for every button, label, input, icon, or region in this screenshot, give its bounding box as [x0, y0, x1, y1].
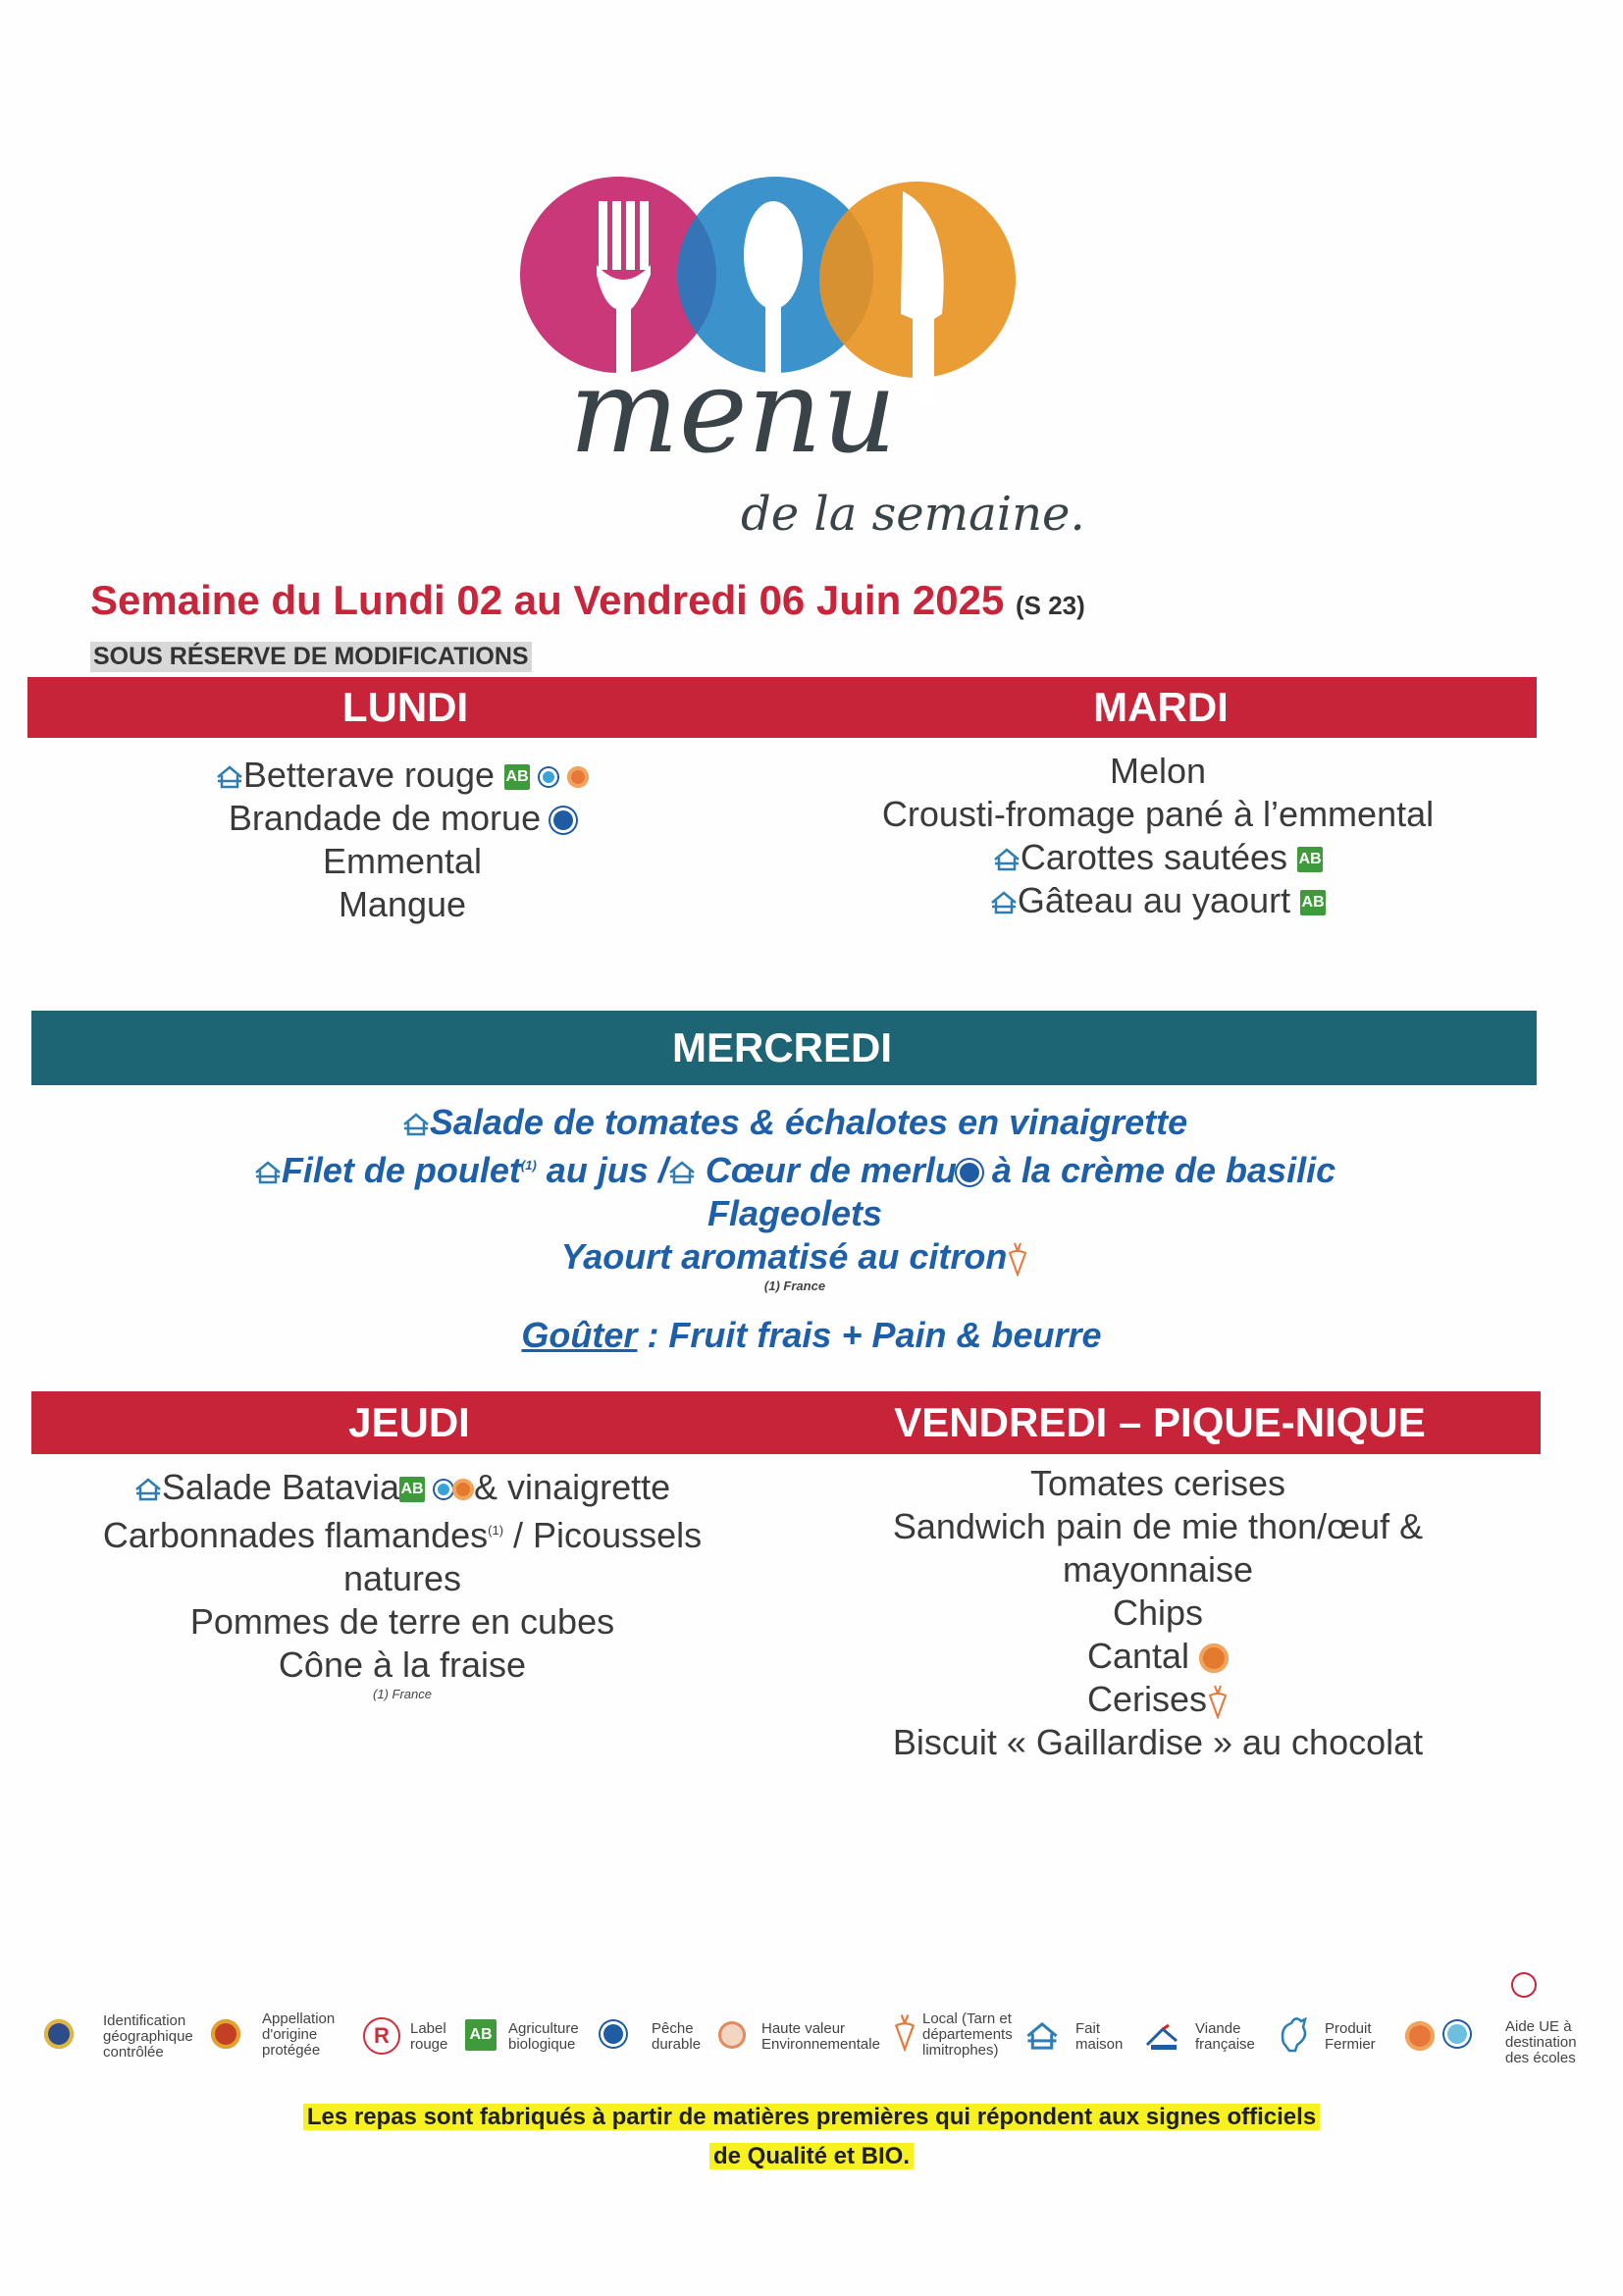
legend	[39, 1972, 1609, 2100]
bar-lundi-mardi	[27, 677, 1537, 738]
peche-durable-icon	[550, 808, 576, 833]
jeudi-menu	[49, 1466, 756, 1702]
menu-logo	[510, 147, 1109, 559]
list-item: Salade de tomates & échalotes en vinaigrette	[59, 1101, 1531, 1144]
lait-ecole-icon	[1444, 2021, 1470, 2047]
footnote-france: (1) France	[373, 1687, 432, 1701]
reserve-notice: SOUS RÉSERVE DE MODIFICATIONS	[90, 642, 532, 672]
list-item: Cône à la fraise	[278, 1644, 527, 1685]
local-icon	[452, 1479, 474, 1500]
list-item: Carottes sautées AB	[854, 836, 1462, 879]
list-item: Yaourt aromatisé au citron	[59, 1235, 1531, 1278]
list-item: Pommes de terre en cubes	[189, 1601, 615, 1642]
peche-durable-icon	[601, 2021, 626, 2047]
list-item: Mangue	[338, 884, 467, 924]
list-item: Tomates cerises	[1029, 1463, 1286, 1503]
aop-icon	[1199, 1644, 1229, 1673]
list-item: Carbonnades flamandes$^{(1)}$ / Picoussels	[102, 1515, 703, 1555]
agriculture-bio-icon: AB	[504, 764, 530, 790]
agriculture-bio-icon: AB	[465, 2019, 497, 2051]
fait-maison-icon	[134, 1476, 162, 1503]
list-item: Filet de poulet$^{(1)}$ au jus / Cœur de merlu à la crème de basilic	[59, 1144, 1531, 1192]
legend-local: Local (Tarn et départements limitrophes)	[922, 2010, 1013, 2059]
legend-fermier: Produit Fermier	[1325, 2020, 1376, 2053]
bar-mercredi	[31, 1011, 1537, 1085]
produit-fermier-icon	[1276, 2013, 1313, 2053]
aide-ue-icon	[435, 1481, 452, 1498]
list-item: natures	[342, 1558, 462, 1598]
list-item: Betterave rouge AB	[137, 754, 667, 797]
agriculture-bio-icon: AB	[1297, 847, 1323, 872]
legend-aide-ue: Aide UE à destination des écoles	[1505, 2018, 1577, 2066]
gouter-label: Goûter	[521, 1315, 638, 1355]
logo-word: menu	[569, 343, 897, 479]
legend-peche: Pêche durable	[652, 2020, 702, 2053]
list-item: Flageolets	[707, 1193, 883, 1233]
day-label-lundi: LUNDI	[341, 684, 469, 730]
local-icon	[567, 766, 589, 788]
title-text: Semaine du Lundi 02 au Vendredi 06 Juin 2025	[90, 577, 1005, 623]
carrot-local-icon	[893, 2009, 916, 2055]
label-rouge-icon: R	[363, 2017, 400, 2055]
list-item: Cantal	[844, 1635, 1472, 1678]
igp-icon	[44, 2019, 74, 2049]
list-item: Gâteau au yaourt AB	[854, 879, 1462, 922]
day-label-mardi: MARDI	[1093, 684, 1229, 730]
legend-aop: Appellation d'origine protégée	[262, 2010, 336, 2059]
eu-school-icon	[1511, 1972, 1537, 1998]
logo-subtitle: de la semaine.	[741, 487, 1085, 542]
fait-maison-icon	[990, 889, 1018, 916]
legend-igp: Identification géographique contrôlée	[103, 2012, 193, 2061]
list-item: Chips	[1112, 1592, 1204, 1633]
quality-notice-line1: Les repas sont fabriqués à partir de matières premières qui répondent aux signes officiels	[303, 2104, 1320, 2130]
carrot-local-icon	[1007, 1241, 1028, 1277]
list-item: Cerises	[844, 1678, 1472, 1721]
legend-fait-maison: Fait maison	[1075, 2020, 1124, 2053]
day-label-vendredi: VENDREDI – PIQUE-NIQUE	[894, 1399, 1426, 1445]
day-label-mercredi: MERCREDI	[671, 1024, 893, 1070]
agriculture-bio-icon: AB	[1300, 890, 1326, 915]
aop-icon	[211, 2019, 240, 2049]
quality-notice	[0, 2098, 1623, 2176]
gouter-text: : Fruit frais + Pain & beurre	[637, 1315, 1102, 1355]
peche-durable-icon	[957, 1160, 982, 1185]
fait-maison-icon	[1025, 2019, 1059, 2053]
list-item: Salade BataviaAB & vinaigrette	[49, 1466, 756, 1509]
list-item: Emmental	[322, 841, 483, 881]
aide-ue-icon	[540, 768, 557, 786]
week-number: (S 23)	[1016, 591, 1085, 620]
legend-hve: Haute valeur Environnementale	[761, 2020, 880, 2053]
list-item: Melon	[1109, 751, 1207, 791]
list-item: Biscuit « Gaillardise » au chocolat	[892, 1722, 1424, 1762]
quality-notice-line2: de Qualité et BIO.	[709, 2143, 914, 2169]
hve-icon	[718, 2021, 746, 2049]
fait-maison-icon	[254, 1159, 282, 1186]
viande-francaise-icon	[1143, 2021, 1182, 2053]
mercredi-menu	[59, 1101, 1531, 1294]
gouter-line	[0, 1315, 1623, 1356]
fait-maison-icon	[402, 1111, 430, 1138]
vendredi-menu	[844, 1462, 1472, 1764]
list-item: Brandade de morue	[137, 797, 667, 840]
legend-bio: Agriculture biologique	[508, 2020, 579, 2053]
page-title	[90, 577, 1085, 624]
fait-maison-icon	[993, 846, 1021, 873]
fruits-ecole-icon	[1405, 2021, 1435, 2051]
fait-maison-icon	[216, 763, 243, 791]
list-item: mayonnaise	[1062, 1549, 1254, 1590]
fait-maison-icon	[668, 1159, 696, 1186]
lundi-menu	[137, 754, 667, 926]
day-label-jeudi: JEUDI	[348, 1399, 470, 1445]
mardi-menu	[854, 750, 1462, 922]
carrot-local-icon	[1207, 1684, 1229, 1719]
legend-label-rouge: Label rouge	[410, 2020, 448, 2053]
agriculture-bio-icon: AB	[399, 1477, 425, 1502]
list-item: Sandwich pain de mie thon/œuf &	[892, 1506, 1424, 1546]
bar-jeudi-vendredi	[31, 1391, 1541, 1454]
footnote-france: (1) France	[763, 1278, 826, 1293]
legend-viande: Viande française	[1195, 2020, 1255, 2053]
list-item: Crousti-fromage pané à l’emmental	[881, 794, 1435, 834]
